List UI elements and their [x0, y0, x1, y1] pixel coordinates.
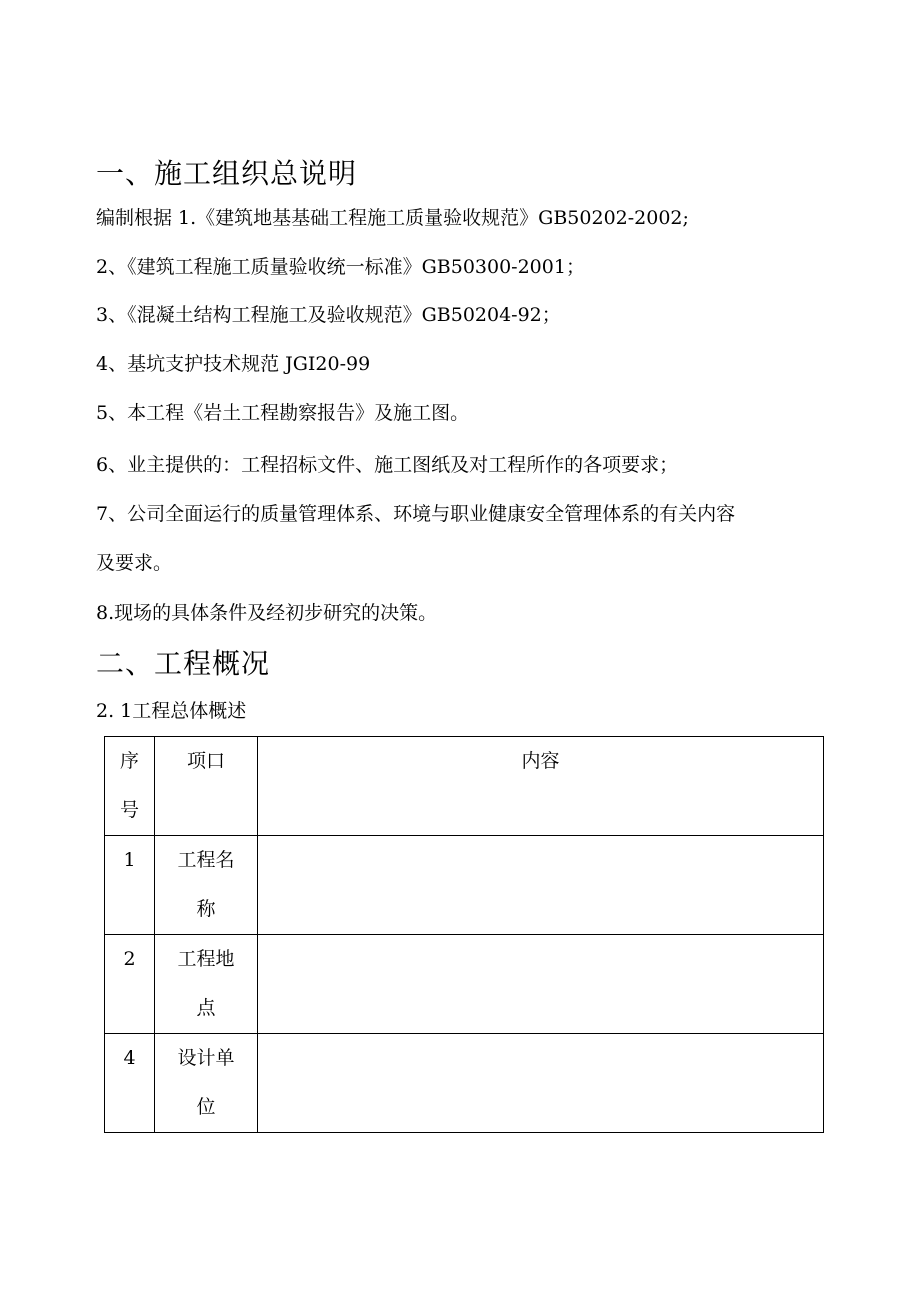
section-2-1-subheading: 2. 1工程总体概述 [96, 700, 247, 722]
header-cell-number [105, 737, 155, 836]
section-1-heading: 一、施工组织总说明 [96, 157, 358, 190]
row-item-label: 工程名称 [177, 849, 235, 920]
row-item-cell [155, 836, 258, 935]
row-content-cell [258, 1034, 824, 1133]
basis-line-8: 8.现场的具体条件及经初步研究的决策。 [96, 602, 438, 624]
row-item-cell [155, 935, 258, 1034]
row-number: 2 [123, 948, 136, 970]
basis-line-7: 7、公司全面运行的质量管理体系、环境与职业健康安全管理体系的有关内容 [96, 503, 736, 525]
basis-line-1: 编制根据 1.《建筑地基基础工程施工质量验收规范》GB50202-2002; [96, 207, 689, 229]
header-cell-content [258, 737, 824, 836]
basis-line-4: 4、基坑支护技术规范 JGI20-99 [96, 353, 371, 375]
table-row [105, 935, 824, 1034]
basis-line-2: 2、《建筑工程施工质量验收统一标准》GB50300-2001； [96, 256, 585, 278]
table-header-row [105, 737, 824, 836]
header-number-label: 序号 [119, 750, 139, 821]
header-cell-item [155, 737, 258, 836]
row-content-cell [258, 935, 824, 1034]
basis-line-7-continued: 及要求。 [96, 552, 173, 574]
row-number-cell [105, 1034, 155, 1133]
header-content-label: 内容 [521, 750, 560, 772]
table-row [105, 1034, 824, 1133]
header-item-label: 项口 [186, 750, 225, 772]
row-number-cell [105, 836, 155, 935]
project-overview-table [104, 736, 824, 1133]
table-row [105, 836, 824, 935]
basis-line-3: 3、《混凝土结构工程施工及验收规范》GB50204-92； [96, 304, 561, 326]
basis-line-5: 5、本工程《岩土工程勘察报告》及施工图。 [96, 402, 470, 424]
row-number: 1 [123, 849, 136, 871]
row-number-cell [105, 935, 155, 1034]
basis-line-6: 6、业主提供的：工程招标文件、施工图纸及对工程所作的各项要求； [96, 454, 679, 476]
row-item-label: 设计单位 [177, 1047, 235, 1118]
row-number: 4 [123, 1047, 136, 1069]
row-content-cell [258, 836, 824, 935]
row-item-label: 工程地点 [177, 948, 235, 1019]
section-2-heading: 二、工程概况 [96, 647, 271, 680]
row-item-cell [155, 1034, 258, 1133]
